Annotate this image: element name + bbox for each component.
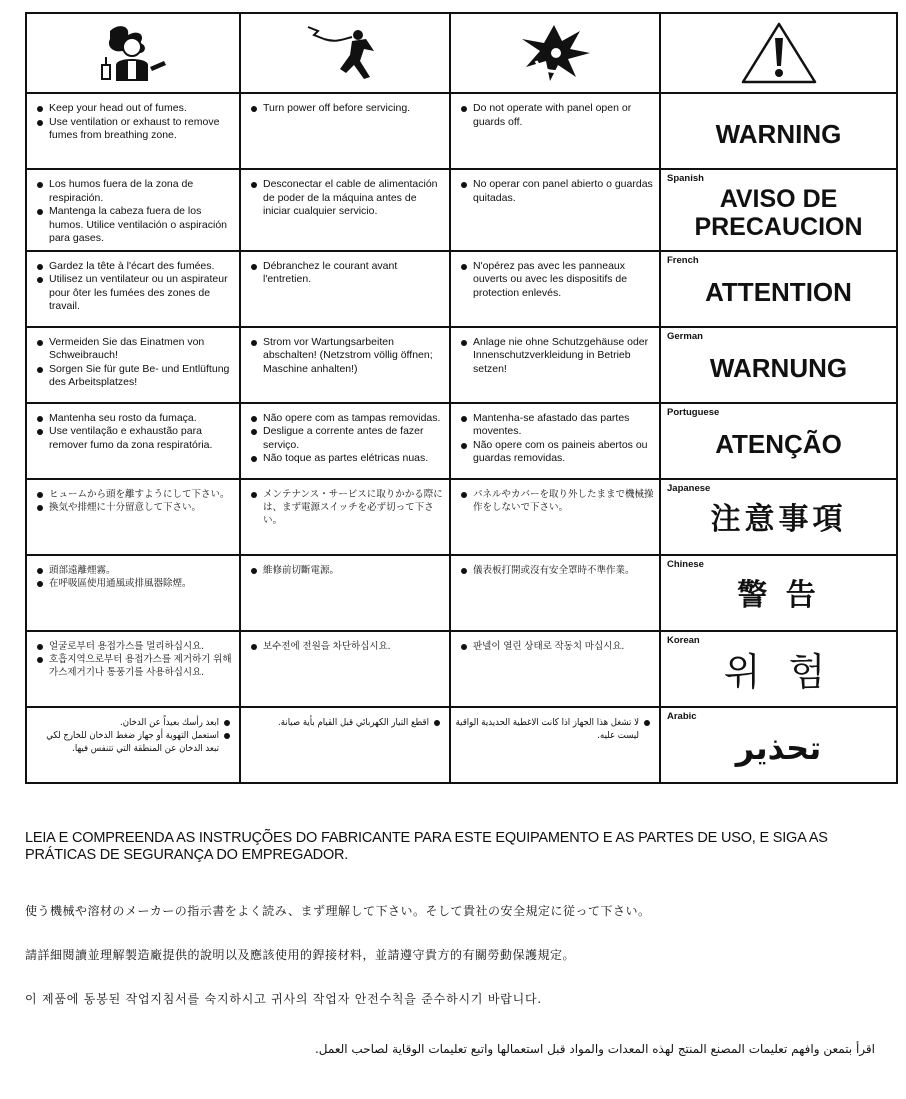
row-japanese: [26, 479, 897, 555]
signal-word-cell: [660, 93, 897, 169]
row-german: [26, 327, 897, 403]
list-item: Não opere com as tampas removidas.: [249, 412, 445, 426]
footer-korean: 이 제품에 동봉된 작업지침서를 숙지하시고 귀사의 작업자 안전수칙을 준수하시기 바랍니다.: [25, 992, 543, 1006]
moving-parts-instructions: [451, 556, 659, 581]
signal-word-cell: [660, 707, 897, 783]
fumes-instructions: [27, 480, 239, 518]
shock-instructions: [241, 404, 449, 470]
list-item: 維修前切斷電源。: [249, 564, 445, 577]
list-item: ابعد رأسك بعيداً عن الدخان.: [31, 716, 231, 729]
list-item: Vermeiden Sie das Einatmen von Schweibrauch!: [35, 336, 235, 363]
list-item: 얼굴로부터 용접가스를 멀리하십시요.: [35, 640, 235, 653]
language-label: Japanese: [667, 482, 711, 494]
signal-word: ATTENTION: [705, 276, 852, 307]
row-chinese: [26, 555, 897, 631]
list-item: 在呼吸區使用通風或排風器除煙。: [35, 577, 235, 590]
shock-instructions: [241, 94, 449, 120]
fumes-instructions: [27, 94, 239, 147]
list-item: Do not operate with panel open or guards off.: [459, 102, 655, 129]
list-item: Gardez la tête à l'écart des fumées.: [35, 260, 235, 274]
signal-word-cell: [660, 327, 897, 403]
list-item: 판넬이 열린 상태로 작동치 마십시요.: [459, 640, 655, 653]
footer-chinese: 請詳細閱讀並理解製造廠提供的說明以及應該使用的銲接材料，並請遵守貴方的有關勞動保護規定。: [25, 948, 576, 962]
fumes-instructions: [27, 556, 239, 594]
moving-parts-instructions: [451, 632, 659, 657]
shock-instructions: [241, 632, 449, 657]
language-label: French: [667, 254, 699, 266]
icon-row: [26, 13, 897, 93]
fumes-instructions: [27, 708, 239, 759]
list-item: Turn power off before servicing.: [249, 102, 445, 116]
shock-instructions: [241, 708, 449, 733]
list-item: Anlage nie ohne Schutzgehäuse oder Innenschutzverkleidung in Betrieb setzen!: [459, 336, 655, 377]
signal-word-cell: [660, 479, 897, 555]
fumes-instructions: [27, 328, 239, 394]
list-item: لا تشغل هذا الجهاز اذا كانت الاغطية الحديدية الواقية ليست عليه.: [455, 716, 651, 742]
shock-instructions: [241, 252, 449, 291]
list-item: اقطع التيار الكهربائي قبل القيام بأية صيانة.: [245, 716, 441, 729]
language-label: Chinese: [667, 558, 704, 570]
list-item: Débranchez le courant avant l'entretien.: [249, 260, 445, 287]
list-item: Não toque as partes elétricas nuas.: [249, 452, 445, 466]
list-item: パネルやカバーを取り外したままで機械操作をしないで下さい。: [459, 488, 655, 514]
moving-parts-instructions: [451, 404, 659, 470]
signal-word: تحذير: [735, 728, 822, 767]
shock-instructions: [241, 328, 449, 381]
shock-instructions: [241, 170, 449, 223]
row-english: [26, 93, 897, 169]
shock-cell: [240, 13, 450, 93]
list-item: Keep your head out of fumes.: [35, 102, 235, 116]
signal-word-cell: [660, 555, 897, 631]
list-item: Desconectar el cable de alimentación de poder de la máquina antes de iniciar cualquier servicio.: [249, 178, 445, 219]
signal-word: 注意事項: [710, 501, 847, 537]
language-label: Spanish: [667, 173, 704, 184]
list-item: Mantenha-se afastado das partes moventes.: [459, 412, 655, 439]
signal-word: WARNUNG: [709, 352, 848, 383]
moving-parts-instructions: [451, 170, 659, 209]
moving-parts-instructions: [451, 94, 659, 133]
list-item: 換気や排煙に十分留意して下さい。: [35, 501, 235, 514]
footer-portuguese: LEIA E COMPREENDA AS INSTRUÇÕES DO FABRICANTE PARA ESTE EQUIPAMENTO E AS PARTES DE USO, E SIGA AS PRÁTICAS DE SEGURANÇA DO EMPREGADOR.: [25, 830, 828, 863]
signal-word-cell: [660, 403, 897, 479]
list-item: Utilisez un ventilateur ou un aspirateur pour ôter les fumées des zones de travail.: [35, 273, 235, 314]
list-item: Use ventilação e exhaustão para remover fumo da zona respiratória.: [35, 425, 235, 452]
signal-word-cell: [660, 251, 897, 327]
list-item: メンテナンス・サービスに取りかかる際には、まず電源スイッチを必ず切って下さい。: [249, 488, 445, 527]
electric-shock-icon: [300, 21, 390, 85]
fumes-instructions: [27, 170, 239, 250]
row-arabic: [26, 707, 897, 783]
warning-table: [25, 12, 898, 784]
fumes-instructions: [27, 632, 239, 683]
warning-triangle-icon: [739, 20, 819, 86]
signal-word-cell: [660, 169, 897, 251]
list-item: N'opérez pas avec les panneaux ouverts ou avec les dispositifs de protection enlevés.: [459, 260, 655, 301]
moving-parts-instructions: [451, 708, 659, 746]
warning-sheet: [25, 12, 896, 784]
signal-word: 警 告: [737, 577, 820, 613]
list-item: No operar con panel abierto o guardas quitadas.: [459, 178, 655, 205]
signal-word: AVISO DE PRECAUCION: [694, 184, 863, 241]
fumes-head-icon: [88, 21, 178, 85]
list-item: استعمل التهوية أو جهاز ضغط الدخان للخارج لكي تبعد الدخان عن المنطقة التي تتنفس فيها.: [31, 729, 231, 755]
moving-parts-instructions: [451, 252, 659, 305]
fumes-instructions: [27, 404, 239, 457]
shock-instructions: [241, 556, 449, 581]
footer-arabic: اقرأ بتمعن وافهم تعليمات المصنع المنتج لهذه المعدات والمواد قبل استعمالها واتبع تعليمات الوقاية لصاحب العمل.: [314, 1042, 875, 1056]
language-label: Korean: [667, 634, 700, 646]
list-item: Los humos fuera de la zona de respiración.: [35, 178, 235, 205]
footer-japanese: 使う機械や溶材のメーカーの指示書をよく読み、まず理解して下さい。そして貴社の安全規定に従って下さい。: [25, 904, 651, 918]
row-spanish: [26, 169, 897, 251]
warning-symbol-cell: [660, 13, 897, 93]
fumes-cell: [26, 13, 240, 93]
list-item: ヒュームから頭を離すようにして下さい。: [35, 488, 235, 501]
signal-word: 위 험: [723, 649, 834, 694]
list-item: Sorgen Sie für gute Be- und Entlüftung des Arbeitsplatzes!: [35, 363, 235, 390]
language-label: Arabic: [667, 710, 697, 722]
list-item: Use ventilation or exhaust to remove fumes from breathing zone.: [35, 116, 235, 143]
signal-word: WARNING: [715, 119, 842, 149]
moving-parts-instructions: [451, 480, 659, 518]
list-item: Mantenha seu rosto da fumaça.: [35, 412, 235, 426]
list-item: 호흡지역으로부터 용접가스를 제거하기 위해 가스제거기나 통풍기를 사용하십시요.: [35, 653, 235, 679]
language-label: German: [667, 330, 703, 342]
row-french: [26, 251, 897, 327]
moving-parts-cell: [450, 13, 660, 93]
row-korean: [26, 631, 897, 707]
list-item: 頭部遠離煙霧。: [35, 564, 235, 577]
list-item: Não opere com os paineis abertos ou guardas removidas.: [459, 439, 655, 466]
moving-parts-instructions: [451, 328, 659, 381]
shock-instructions: [241, 480, 449, 531]
language-label: Portuguese: [667, 406, 720, 418]
signal-word: ATENÇÃO: [715, 428, 842, 459]
footer-instructions: [25, 830, 875, 1056]
signal-word-cell: [660, 631, 897, 707]
fumes-instructions: [27, 252, 239, 318]
list-item: Mantenga la cabeza fuera de los humos. Utilice ventilación o aspiración para gases.: [35, 205, 235, 246]
moving-parts-hand-icon: [510, 21, 600, 85]
row-portuguese: [26, 403, 897, 479]
list-item: 보수전에 전원을 차단하십시요.: [249, 640, 445, 653]
list-item: 儀表板打開或沒有安全罩時不準作業。: [459, 564, 655, 577]
list-item: Strom vor Wartungsarbeiten abschalten! (Netzstrom völlig öffnen; Maschine anhalten!): [249, 336, 445, 377]
list-item: Desligue a corrente antes de fazer serviço.: [249, 425, 445, 452]
